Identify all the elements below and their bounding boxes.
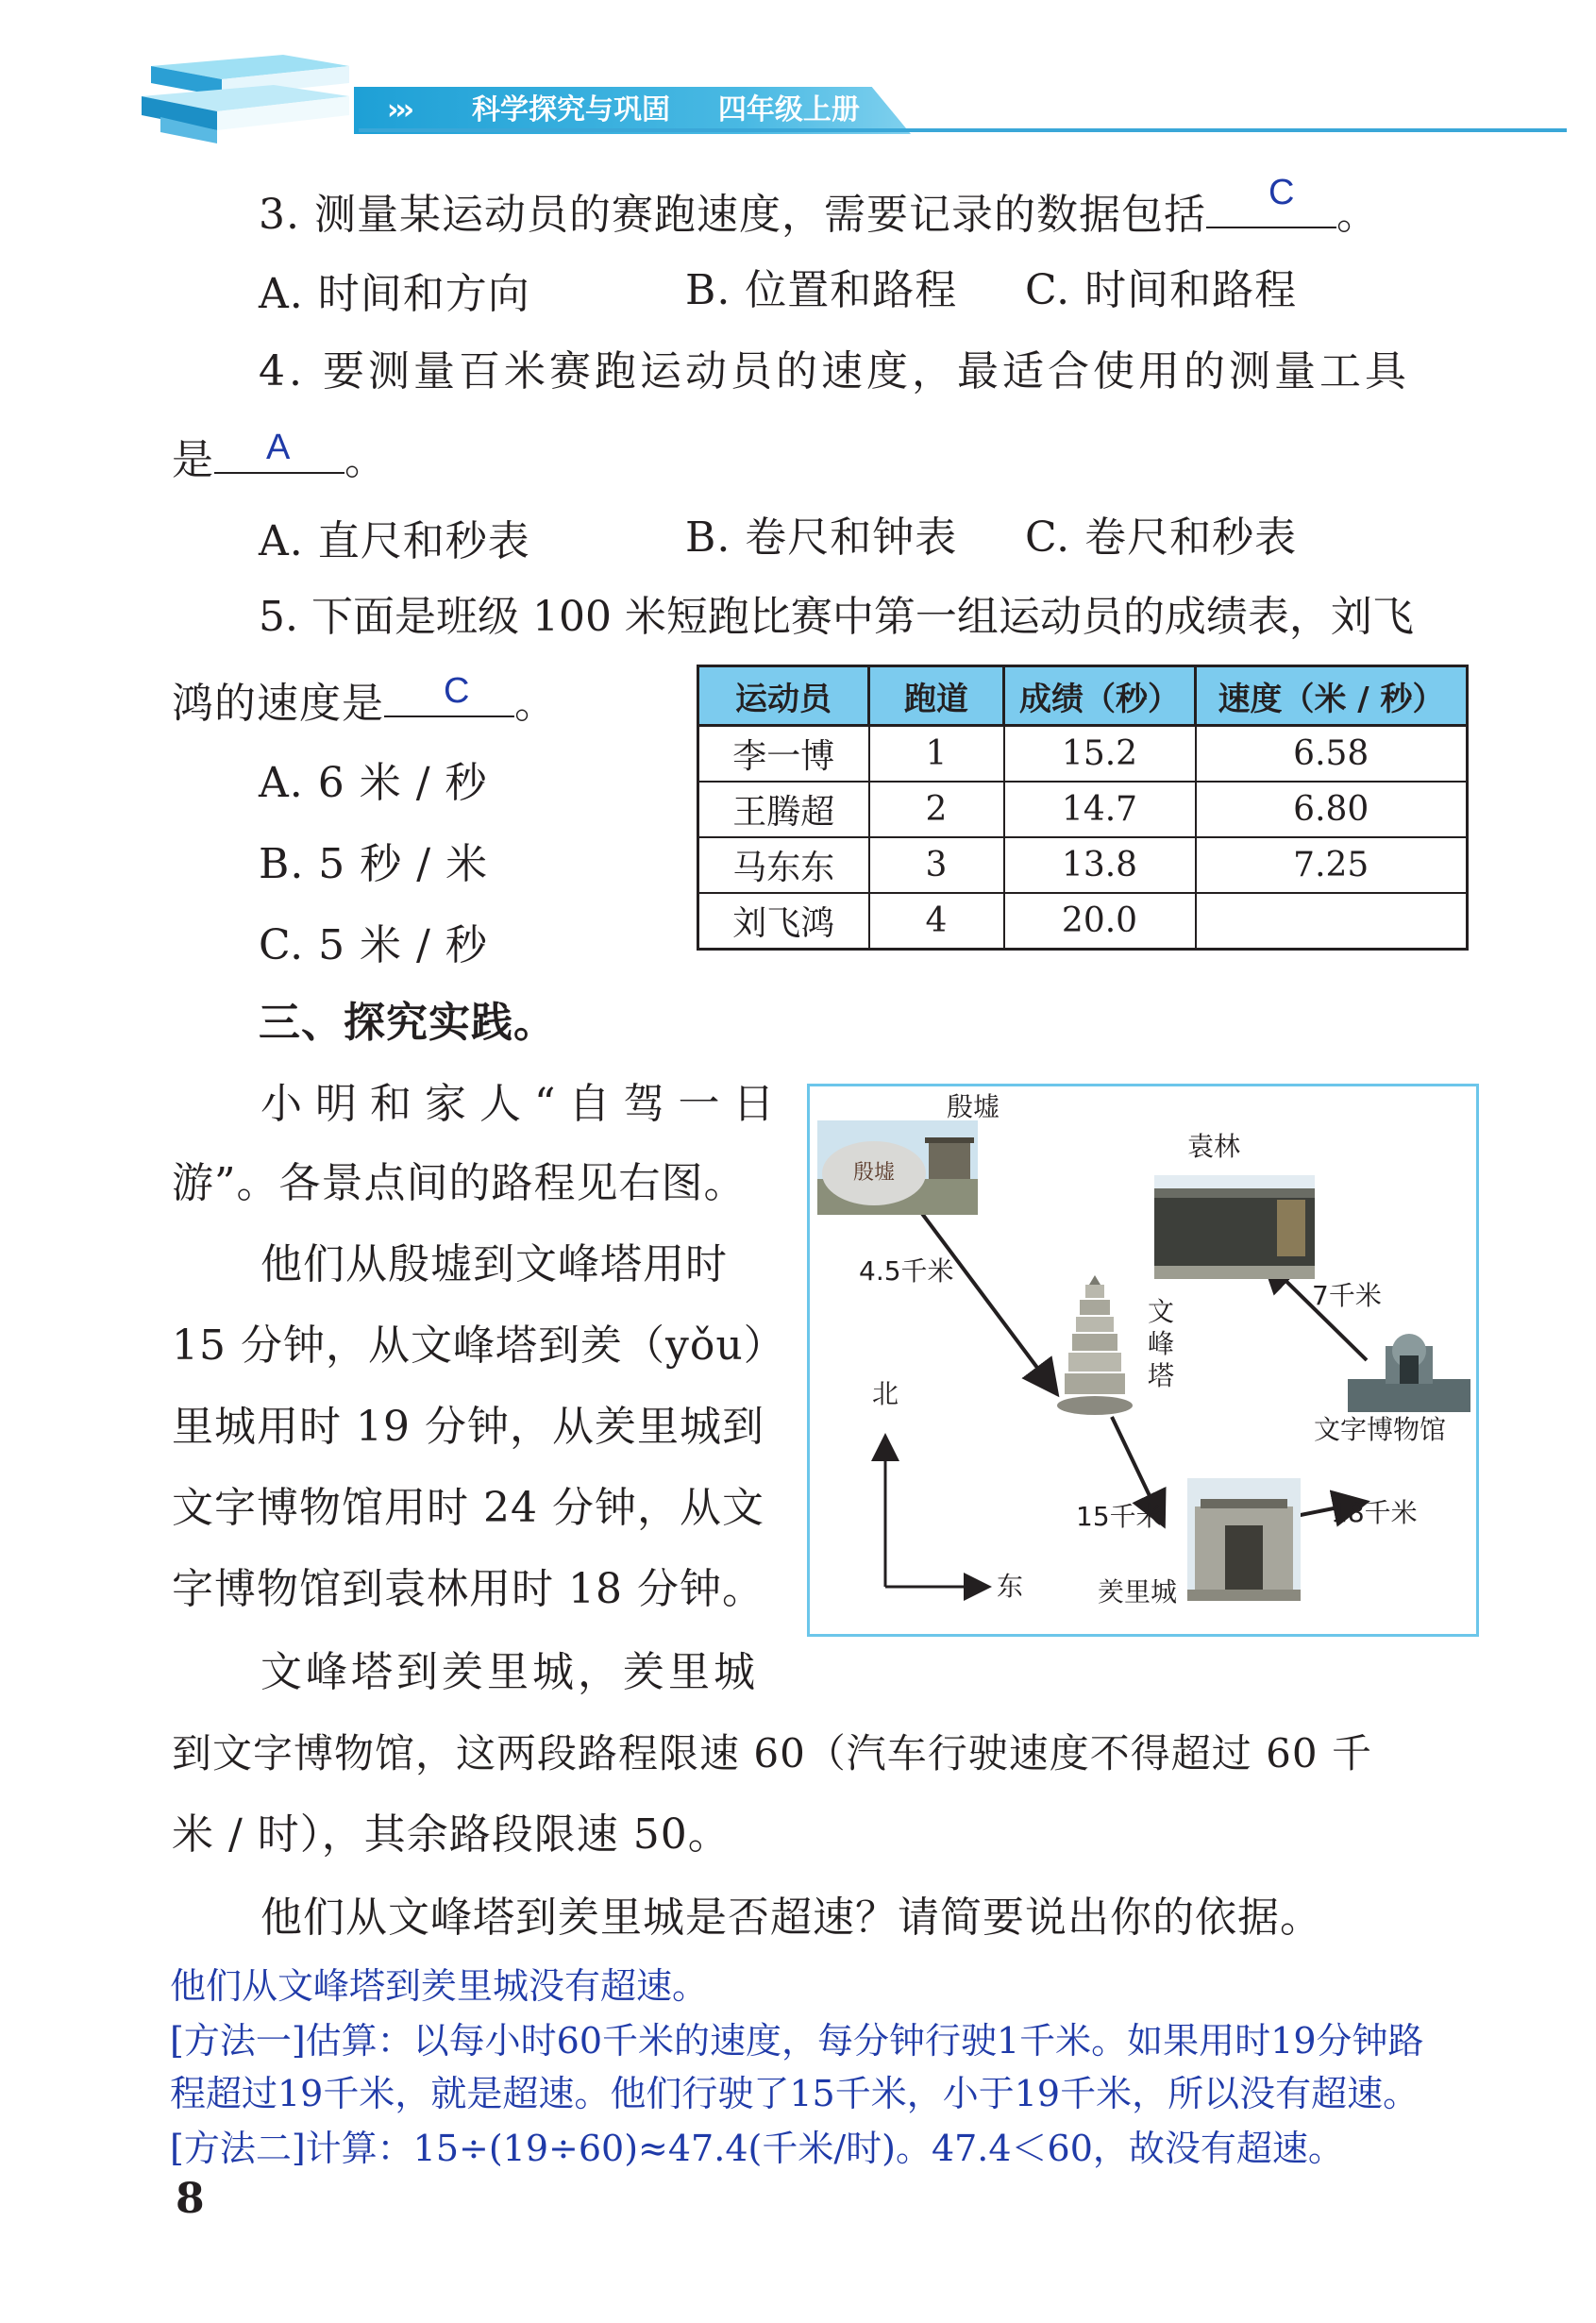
table-cell: 6.80 — [1196, 782, 1468, 837]
label-museum: 文字博物馆 — [1314, 1414, 1447, 1445]
distance-yinxu-wenfengta: 4.5千米 — [859, 1255, 954, 1287]
table-cell: 6.58 — [1196, 726, 1468, 783]
q5-stem: 5. 下面是班级 100 米短跑比赛中第一组运动员的成绩表，刘飞 — [259, 593, 1414, 641]
table-cell: 15.2 — [1004, 726, 1196, 783]
yuanlin-icon — [1154, 1175, 1315, 1279]
museum-icon — [1348, 1327, 1470, 1412]
table-cell: 3 — [869, 837, 1004, 893]
section3-title: 三、探究实践。 — [259, 999, 556, 1047]
solution-line-1: 他们从文峰塔到羑里城没有超速。 — [170, 1965, 709, 2007]
table-cell — [1196, 893, 1468, 950]
header-title — [472, 91, 860, 130]
q4-stem: 4. 要测量百米赛跑运动员的速度，最适合使用的测量工具 — [259, 347, 1410, 396]
section3-p1-l2: 游”。各景点间的路程见右图。 — [172, 1159, 747, 1207]
yinxu-icon — [817, 1120, 978, 1215]
q5-option-b: B. 5 秒 / 米 — [259, 840, 489, 888]
compass-east: 东 — [997, 1571, 1024, 1602]
section3-p3-l1: 文峰塔到羑里城，羑里城 — [260, 1648, 759, 1696]
distance-museum-yuanlin: 7千米 — [1312, 1280, 1382, 1311]
section3-p3-l2: 到文字博物馆，这两段路程限速 60（汽车行驶速度不得超过 60 千 — [172, 1730, 1372, 1776]
wenfengta-icon — [1057, 1275, 1133, 1417]
table-row — [698, 893, 1468, 950]
table-cell: 2 — [869, 782, 1004, 837]
table-cell: 20.0 — [1004, 893, 1196, 950]
section3-p2-l4: 文字博物馆用时 24 分钟，从文 — [172, 1484, 764, 1532]
q5-stem2 — [172, 671, 557, 732]
label-youlicheng: 羑里城 — [1098, 1576, 1178, 1608]
table-cell: 13.8 — [1004, 837, 1196, 893]
q5-option-c: C. 5 米 / 秒 — [259, 921, 488, 969]
table-row — [698, 726, 1468, 783]
section3-p1-l1: 小明和家人“自驾一日 — [260, 1080, 788, 1128]
grade-label: 四年级上册 — [717, 93, 860, 126]
table-cell: 李一博 — [698, 726, 869, 783]
q5-option-a: A. 6 米 / 秒 — [259, 759, 488, 807]
q3-option-c: C. 时间和路程 — [1025, 266, 1298, 314]
label-yinxu: 殷墟 — [947, 1091, 1000, 1122]
table-row — [698, 837, 1468, 893]
q4-option-a: A. 直尺和秒表 — [259, 517, 530, 565]
q5-end: 。 — [514, 680, 557, 728]
distance-wenfengta-youlicheng: 15千米 — [1076, 1501, 1163, 1532]
table-cell: 7.25 — [1196, 837, 1468, 893]
solution-line-3: 程超过19千米，就是超速。他们行驶了15千米，小于19千米，所以没有超速。 — [170, 2073, 1420, 2114]
solution-line-2: [方法一]估算：以每小时60千米的速度，每分钟行驶1千米。如果用时19分钟路 — [170, 2020, 1424, 2062]
table-cell: 4 — [869, 893, 1004, 950]
section3-p2-l5: 字博物馆到袁林用时 18 分钟。 — [172, 1565, 764, 1613]
table-cell: 马东东 — [698, 837, 869, 893]
table-cell: 王腾超 — [698, 782, 869, 837]
table-header: 速度（米 / 秒） — [1196, 666, 1468, 726]
label-yuanlin: 袁林 — [1187, 1131, 1241, 1162]
book-title: 科学探究与巩固 — [472, 93, 670, 126]
q3-stem — [259, 185, 1379, 244]
q4-option-b: B. 卷尺和钟表 — [685, 513, 958, 562]
table-header: 运动员 — [698, 666, 869, 726]
youlicheng-icon — [1187, 1478, 1301, 1601]
header-arrows: ››› — [387, 93, 412, 126]
table-header-row — [698, 666, 1468, 726]
table-header: 成绩（秒） — [1004, 666, 1196, 726]
solution-line-4: [方法二]计算：15÷(19÷60)≈47.4(千米/时)。47.4＜60，故没有超速。 — [170, 2128, 1344, 2169]
section3-p3-l3: 米 / 时），其余路段限速 50。 — [172, 1810, 731, 1859]
table-header: 跑道 — [869, 666, 1004, 726]
q4-option-c: C. 卷尺和秒表 — [1025, 513, 1298, 562]
q3-end: 。 — [1336, 191, 1379, 239]
table-cell: 14.7 — [1004, 782, 1196, 837]
section3-p2-l3: 里城用时 19 分钟，从羑里城到 — [172, 1403, 764, 1451]
q3-stem-text: 3. 测量某运动员的赛跑速度，需要记录的数据包括 — [259, 191, 1206, 239]
distance-youlicheng-museum: 18千米 — [1331, 1497, 1418, 1528]
books-icon — [132, 38, 378, 151]
table-cell: 1 — [869, 726, 1004, 783]
section3-question: 他们从文峰塔到羑里城是否超速？请简要说出你的依据。 — [260, 1894, 1322, 1942]
section3-p2-l1: 他们从殷墟到文峰塔用时 — [260, 1240, 728, 1288]
q3-option-b: B. 位置和路程 — [685, 266, 958, 314]
q3-option-a: A. 时间和方向 — [259, 270, 530, 318]
svg-text:殷墟: 殷墟 — [852, 1161, 896, 1185]
q5-answer: C — [444, 671, 470, 711]
q3-answer: C — [1268, 173, 1295, 212]
q4-end: 。 — [344, 436, 387, 484]
q4-answer: A — [266, 428, 291, 467]
q4-stem2-text: 是 — [172, 436, 214, 484]
compass-north: 北 — [872, 1378, 899, 1409]
route-map — [807, 1084, 1479, 1637]
results-table — [697, 665, 1469, 951]
label-wenfengta: 文峰塔 — [1148, 1296, 1175, 1391]
section3-p2-l2: 15 分钟，从文峰塔到羑（yǒu） — [172, 1321, 786, 1370]
page-number: 8 — [176, 2175, 206, 2223]
table-cell: 刘飞鸿 — [698, 893, 869, 950]
q5-stem2-text: 鸿的速度是 — [172, 680, 384, 728]
table-row — [698, 782, 1468, 837]
